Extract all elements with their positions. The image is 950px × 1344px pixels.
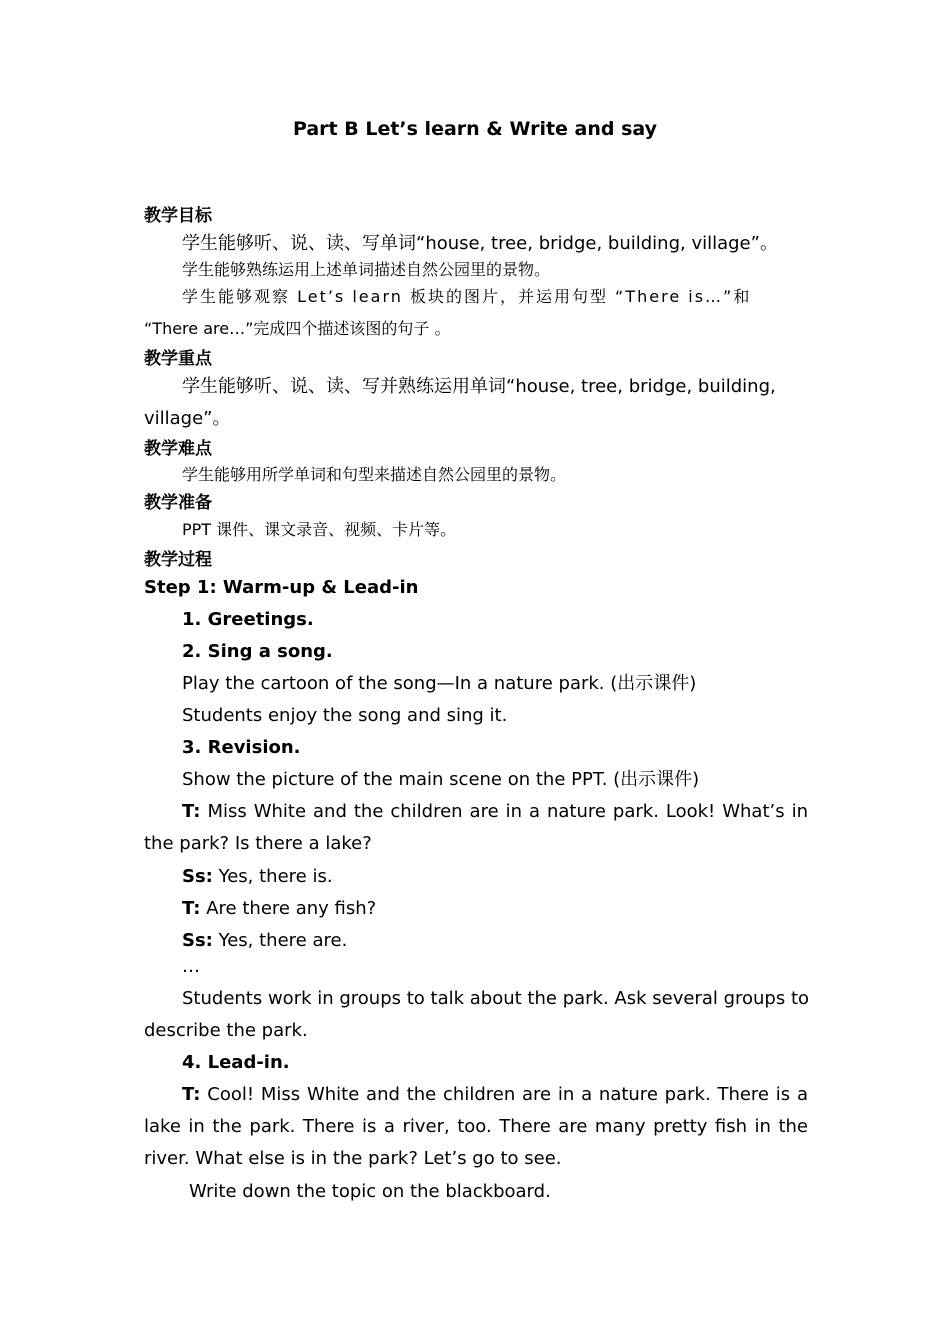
dialogue-ellipsis: …: [182, 956, 200, 977]
difficulties-heading: 教学难点: [144, 439, 212, 459]
revision-line-1: Show the picture of the main scene on the PPT. (出示课件): [182, 769, 700, 790]
speaker-label: T:: [182, 1084, 201, 1105]
dialogue-teacher-2: [182, 896, 808, 922]
speaker-label: Ss:: [182, 930, 213, 951]
dialogue-text: Are there any fish?: [206, 898, 377, 919]
objectives-heading: 教学目标: [144, 206, 212, 226]
greetings-heading: 1. Greetings.: [182, 609, 314, 630]
dialogue-teacher-1: [182, 799, 808, 825]
sing-song-line-1: Play the cartoon of the song—In a nature park. (出示课件): [182, 673, 697, 694]
dialogue-teacher-3: [182, 1082, 808, 1108]
process-heading: 教学过程: [144, 550, 212, 570]
lead-in-line-2: Write down the topic on the blackboard.: [189, 1181, 551, 1202]
step-1-heading: Step 1: Warm-up & Lead-in: [144, 577, 419, 598]
revision-line-2-cont: describe the park.: [144, 1020, 308, 1041]
objectives-line-2: 学生能够熟练运用上述单词描述自然公园里的景物。: [182, 260, 551, 279]
objectives-line-4: “There are…”完成四个描述该图的句子 。: [144, 319, 451, 338]
difficulties-line-1: 学生能够用所学单词和句型来描述自然公园里的景物。: [182, 465, 567, 484]
speaker-label: T:: [182, 801, 201, 822]
document-title: Part B Let’s learn & Write and say: [292, 118, 658, 140]
speaker-label: Ss:: [182, 866, 213, 887]
speaker-label: T:: [182, 898, 201, 919]
revision-line-2: Students work in groups to talk about the park. Ask several groups to: [182, 988, 810, 1009]
sing-song-line-2: Students enjoy the song and sing it.: [182, 705, 508, 726]
dialogue-text: Yes, there are.: [218, 930, 348, 951]
objectives-line-1: 学生能够听、说、读、写单词“house, tree, bridge, building, village”。: [182, 233, 778, 254]
sing-song-heading: 2. Sing a song.: [182, 641, 333, 662]
dialogue-teacher-1-cont: the park? Is there a lake?: [144, 833, 372, 854]
preparation-line-1: PPT 课件、课文录音、视频、卡片等。: [182, 520, 457, 539]
dialogue-text: Cool! Miss White and the children are in a nature park. There is a: [207, 1084, 808, 1105]
key-points-line-1: 学生能够听、说、读、写并熟练运用单词“house, tree, bridge, building,: [182, 376, 776, 397]
dialogue-teacher-3-cont-1: lake in the park. There is a river, too. There are many pretty fish in the: [144, 1116, 808, 1137]
dialogue-students-2: [182, 928, 808, 954]
dialogue-teacher-3-cont-2: river. What else is in the park? Let’s go to see.: [144, 1148, 562, 1169]
dialogue-text: Yes, there is.: [218, 866, 333, 887]
preparation-heading: 教学准备: [144, 493, 212, 513]
key-points-heading: 教学重点: [144, 349, 212, 369]
lead-in-heading: 4. Lead-in.: [182, 1052, 290, 1073]
dialogue-students-1: [182, 864, 808, 890]
objectives-line-3: 学生能够观察 Let’s learn 板块的图片，并运用句型 “There is…”和: [182, 287, 752, 306]
key-points-line-2: village”。: [144, 408, 231, 429]
dialogue-text: Miss White and the children are in a nature park. Look! What’s in: [207, 801, 808, 822]
revision-heading: 3. Revision.: [182, 737, 301, 758]
